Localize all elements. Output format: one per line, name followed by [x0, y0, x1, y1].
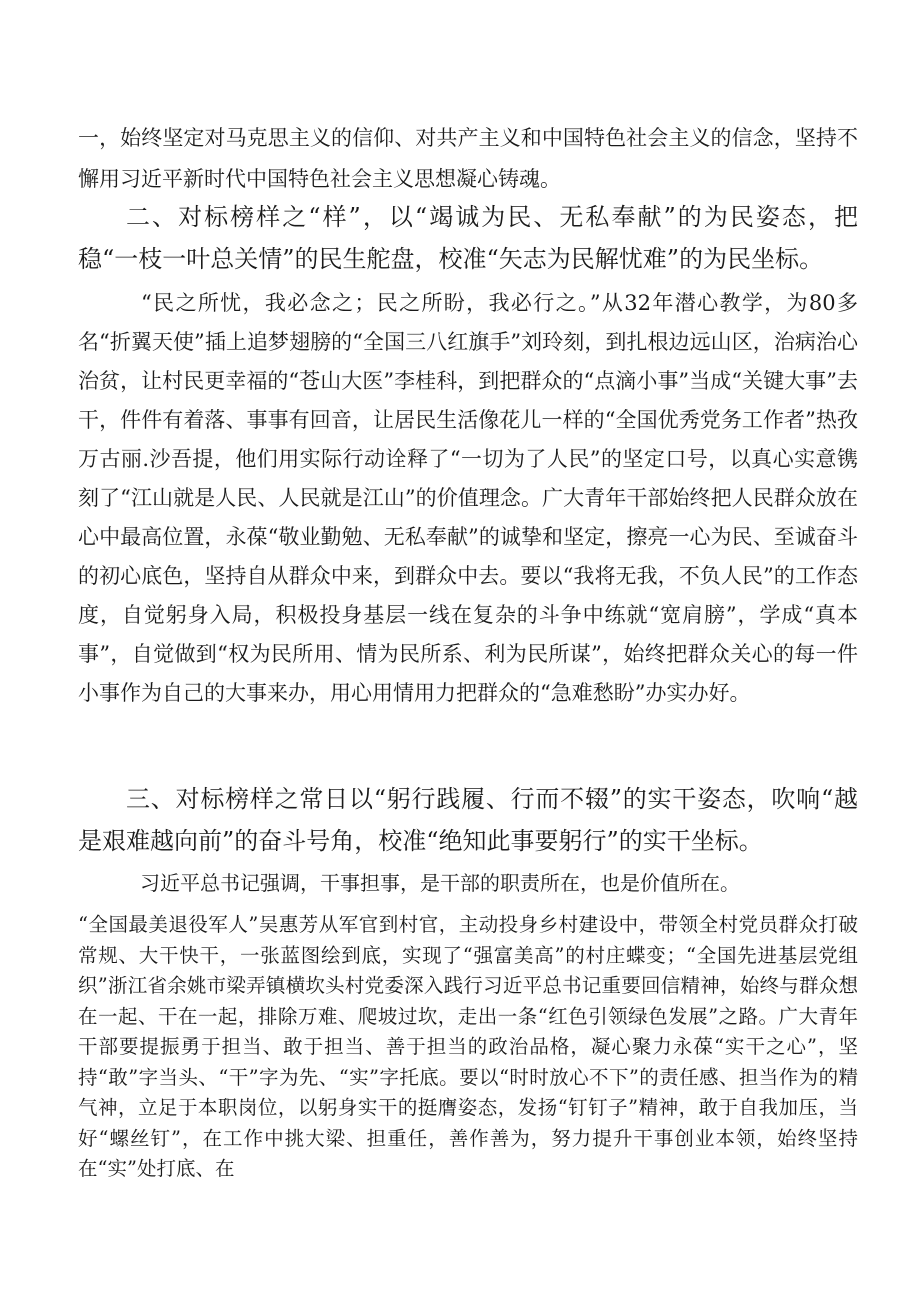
- section-2-body: “民之所忧，我必念之；民之所盼，我必行之。”从32年潜心教学，为80多名“折翼天使”插上追梦翅膀的“全国三八红旗手”刘玲刻，到扎根边远山区，治病治心治贫，让村民更幸福的“苍山大医”李桂科，到把群众的“点滴小事”当成“关键大事”去干，件件有着落、事事有回音，让居民生活像花儿一样的“全国优秀党务工作者”热孜万古丽.沙吾提，他们用实际行动诠释了“一切为了人民”的坚定口号，以真心实意镌刻了“江山就是人民、人民就是江山”的价值理念。广大青年干部始终把人民群众放在心中最高位置，永葆“敬业勤勉、无私奉献”的诚挚和坚定，擦亮一心为民、至诚奋斗的初心底色，坚持自从群众中来，到群众中去。要以“我将无我，不负人民”的工作态度，自觉躬身入局，积极投身基层一线在复杂的斗争中练就“宽肩膀”，学成“真本事”，自觉做到“权为民所用、情为民所系、利为民所谋”，始终把群众关心的每一件小事作为自己的大事来办，用心用情用力把群众的“急难愁盼”办实办好。: [78, 291, 858, 705]
- intro-paragraph: 一，始终坚定对马克思主义的信仰、对共产主义和中国特色社会主义的信念，坚持不懈用习近平新时代中国特色社会主义思想凝心铸魂。: [78, 126, 858, 191]
- section-3-heading: 三、对标榜样之常日以“躬行践履、行而不辍”的实干姿态，吹响“越是艰难越向前”的奋斗号角，校准“绝知此事要躬行”的实干坐标。: [78, 785, 858, 855]
- section-3-lead: 习近平总书记强调，干事担事，是干部的职责所在，也是价值所在。: [140, 871, 740, 895]
- section-3-body: “全国最美退役军人”吴惠芳从军官到村官，主动投身乡村建设中，带领全村党员群众打破常规、大干快干，一张蓝图绘到底，实现了“强富美高”的村庄蝶变；“全国先进基层党组织”浙江省余姚市梁弄镇横坎头村党委深入践行习近平总书记重要回信精神，始终与群众想在一起、干在一起，排除万难、爬坡过坎，走出一条“红色引领绿色发展”之路。广大青年干部要提振勇于担当、敢于担当、善于担当的政治品格，凝心聚力永葆“实干之心”，坚持“敢”字当头、“干”字为先、“实”字托底。要以“时时放心不下”的责任感、担当作为的精气神，立足于本职岗位，以躬身实干的挺膺姿态，发扬“钉钉子”精神，敢于自我加压，当好“螺丝钉”，在工作中挑大梁、担重任，善作善为，努力提升干事创业本领，始终坚持在“实”处打底、在: [78, 913, 858, 1180]
- section-2-heading: 二、对标榜样之“样”，以“竭诚为民、无私奉献”的为民姿态，把稳“一枝一叶总关情”的民生舵盘，校准“矢志为民解忧难”的为民坐标。: [78, 203, 858, 273]
